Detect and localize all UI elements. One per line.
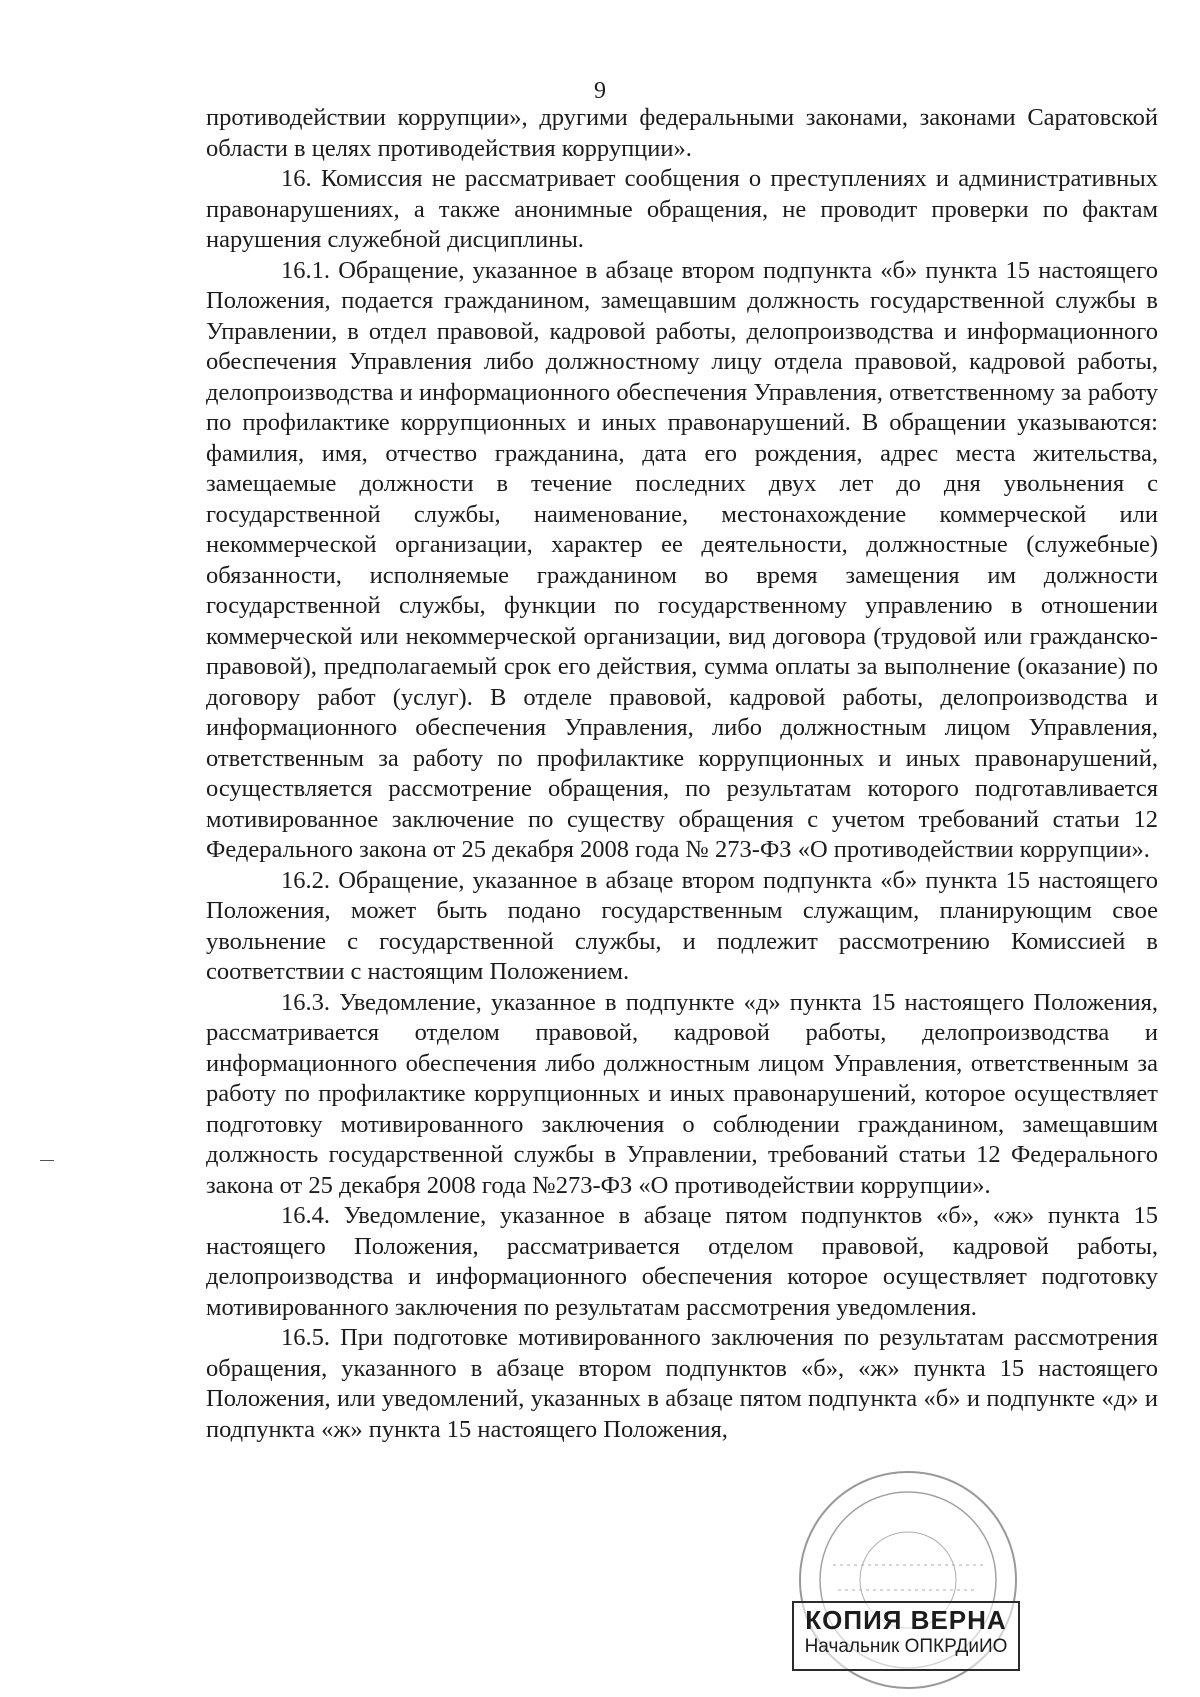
paragraph-16-1: 16.1. Обращение, указанное в абзаце втором подпункта «б» пункта 15 настоящего Положения, подается гражданином, замещавшим должность государственной службы в Управлении, в отдел правовой, кадровой работы, делопроизводства и информационного обеспечения Управления либо должностному лицу отдела правовой, кадровой работы, делопроизводства и информационного обеспечения Управления, ответственному за работу по профилактике коррупционных и иных правонарушений. В обращении указываются: фамилия, имя, отчество гражданина, дата его рождения, адрес места жительства, замещаемые должности в течение последних двух лет до дня увольнения с государственной службы, наименование, местонахождение коммерческой или некоммерческой организации, характер ее деятельности, должностные (служебные) обязанности, исполняемые гражданином во время замещения им должности государственной службы, функции по государственному управлению в отношении коммерческой или некоммерческой организации, вид договора (трудовой или гражданско-правовой), предполагаемый срок его действия, сумма оплаты за выполнение (оказание) по договору работ (услуг). В отделе правовой, кадровой работы, делопроизводства и информационного обеспечения Управления, либо должностным лицом Управления, ответственным за работу по профилактике коррупционных и иных правонарушений, осуществляется рассмотрение обращения, по результатам которого подготавливается мотивированное заключение по существу обращения с учетом требований статьи 12 Федерального закона от 25 декабря 2008 года № 273-ФЗ «О противодействии коррупции». [206, 256, 1158, 863]
paragraph-16-5: 16.5. При подготовке мотивированного заключения по результатам рассмотрения обращения, указанного в абзаце втором подпунктов «б», «ж» пункта 15 настоящего Положения, или уведомлений, указанных в абзаце пятом подпункта «б» и подпункте «д» и подпункта «ж» пункта 15 настоящего Положения, [206, 1324, 1158, 1443]
paragraph-16: 16. Комиссия не рассматривает сообщения о преступлениях и административных правонарушениях, а также анонимные обращения, не проводит проверки по фактам нарушения служебной дисциплины. [206, 165, 1158, 253]
copy-certified-stamp [792, 1601, 1020, 1671]
paragraph-16-4: 16.4. Уведомление, указанное в абзаце пятом подпунктов «б», «ж» пункта 15 настоящего Положения, рассматривается отделом правовой, кадровой работы, делопроизводства и информационного обеспечения которое осуществляет подготовку мотивированного заключения по результатам рассмотрения уведомления. [206, 1202, 1158, 1321]
document-body [206, 103, 1158, 1445]
stamp-subtitle: Начальник ОПКРДиИО [804, 1636, 1008, 1657]
paragraph-continuation: противодействии коррупции», другими федеральными законами, законами Саратовской области в целях противодействия коррупции». [206, 104, 1158, 162]
paragraph-16-3: 16.3. Уведомление, указанное в подпункте «д» пункта 15 настоящего Положения, рассматривается отделом правовой, кадровой работы, делопроизводства и информационного обеспечения либо должностным лицом Управления, ответственным за работу по профилактике коррупционных и иных правонарушений, которое осуществляет подготовку мотивированного заключения о соблюдении гражданином, замещавшим должность государственной службы в Управлении, требований статьи 12 Федерального закона от 25 декабря 2008 года №273-ФЗ «О противодействии коррупции». [206, 988, 1158, 1199]
scan-mark [40, 1160, 54, 1161]
stamp-title: КОПИЯ ВЕРНА [805, 1605, 1007, 1635]
paragraph-16-2: 16.2. Обращение, указанное в абзаце втором подпункта «б» пункта 15 настоящего Положения, может быть подано государственным служащим, планирующим свое увольнение с государственной службы, и подлежит рассмотрению Комиссией в соответствии с настоящим Положением. [206, 866, 1158, 985]
page-number: 9 [594, 78, 606, 104]
